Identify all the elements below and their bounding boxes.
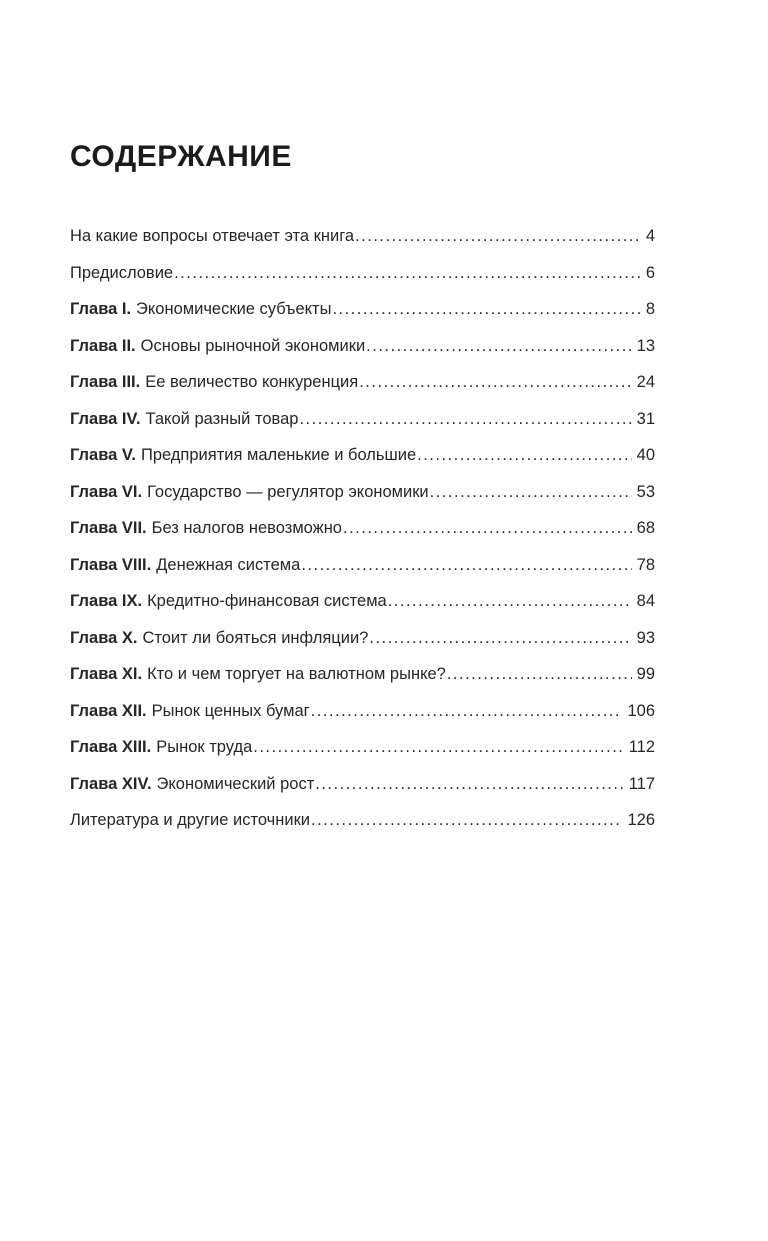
toc-entry-chapter-label: Глава XII. — [70, 701, 147, 720]
toc-dot-leader — [311, 810, 622, 831]
toc-entry-title: Без налогов невозможно — [151, 519, 342, 537]
toc-dot-leader — [253, 737, 623, 758]
toc-entry-chapter-label: Глава XIII. — [70, 738, 152, 756]
toc-entry — [70, 299, 655, 320]
toc-entry-title: Рынок труда — [156, 738, 253, 756]
toc-entry-chapter-label: Глава V. — [70, 446, 136, 464]
toc-dot-leader — [359, 372, 631, 393]
toc-entry-page-number: 68 — [636, 519, 655, 537]
toc-entry-title: Основы рыночной экономики — [140, 336, 366, 355]
toc-entry-title: Кредитно-финансовая система — [147, 592, 387, 610]
toc-entry-page-number: 40 — [636, 446, 655, 464]
toc-entry — [70, 409, 655, 430]
toc-entry — [70, 336, 655, 357]
toc-entry-page-number: 31 — [636, 409, 655, 428]
toc-entry — [70, 372, 655, 393]
toc-entry-page-number: 13 — [636, 336, 655, 355]
toc-entry-chapter-label: Глава XIV. — [70, 774, 152, 793]
toc-entry — [70, 226, 655, 247]
toc-entry-chapter-label: Глава III. — [70, 373, 141, 391]
toc-entry — [70, 518, 655, 539]
toc-entry-page-number: 78 — [636, 555, 655, 574]
toc-dot-leader — [355, 226, 641, 247]
toc-entry-title: Ее величество конкуренция — [145, 373, 359, 391]
toc-entry-title: На какие вопросы отвечает эта книга — [70, 227, 355, 245]
toc-entry-page-number: 53 — [636, 482, 655, 501]
toc-entry-chapter-label: Глава VII. — [70, 519, 147, 537]
toc-entry — [70, 774, 655, 795]
toc-entry-title: Такой разный товар — [145, 409, 299, 428]
toc-entry-page-number: 24 — [636, 373, 655, 391]
toc-entry-title: Денежная система — [156, 555, 301, 574]
toc-entry — [70, 664, 655, 685]
toc-entry-title: Кто и чем торгует на валютном рынке? — [147, 665, 446, 683]
toc-entry-page-number: 4 — [645, 227, 655, 245]
toc-entry-chapter-label: Глава VI. — [70, 482, 143, 501]
toc-dot-leader — [388, 591, 632, 612]
toc-entry-page-number: 84 — [636, 592, 655, 610]
toc-dot-leader — [174, 263, 641, 284]
toc-entry — [70, 482, 655, 503]
toc-entry-chapter-label: Глава VIII. — [70, 555, 152, 574]
toc-entry-chapter-label: Глава IX. — [70, 592, 143, 610]
toc-dot-leader — [366, 336, 631, 357]
toc-entry-page-number: 126 — [627, 811, 655, 829]
toc-dot-leader — [301, 555, 631, 576]
toc-entry-page-number: 112 — [628, 738, 655, 756]
toc-entry-page-number: 117 — [628, 774, 655, 793]
toc-entry-title: Предисловие — [70, 263, 174, 282]
toc-entry — [70, 628, 655, 649]
toc-dot-leader — [447, 664, 632, 685]
toc-dot-leader — [332, 299, 640, 320]
toc-dot-leader — [299, 409, 631, 430]
page-title: СОДЕРЖАНИЕ — [70, 140, 292, 173]
toc-entry-chapter-label: Глава II. — [70, 336, 136, 355]
toc-entry-page-number: 106 — [627, 701, 655, 720]
toc-entry — [70, 701, 655, 722]
toc-dot-leader — [311, 701, 623, 722]
toc-entry-page-number: 99 — [636, 665, 655, 683]
toc-entry-title: Рынок ценных бумаг — [151, 701, 310, 720]
toc-dot-leader — [369, 628, 631, 649]
toc-entry — [70, 810, 655, 831]
toc-entry — [70, 737, 655, 758]
toc-entry-title: Литература и другие источники — [70, 811, 311, 829]
toc-entry-title: Экономические субъекты — [136, 300, 332, 318]
toc-entry-page-number: 8 — [645, 300, 655, 318]
toc-entry-title: Экономический рост — [156, 774, 315, 793]
toc-list — [70, 226, 655, 831]
toc-dot-leader — [430, 482, 632, 503]
toc-entry-page-number: 6 — [645, 263, 655, 282]
toc-dot-leader — [417, 445, 632, 466]
toc-entry-title: Государство — регулятор экономики — [147, 482, 429, 501]
toc-entry-chapter-label: Глава I. — [70, 300, 132, 318]
toc-entry — [70, 263, 655, 284]
toc-entry-title: Предприятия маленькие и большие — [140, 446, 417, 464]
toc-entry-chapter-label: Глава X. — [70, 628, 138, 647]
toc-entry-title: Стоит ли бояться инфляции? — [142, 628, 369, 647]
toc-entry-chapter-label: Глава XI. — [70, 665, 143, 683]
toc-entry — [70, 591, 655, 612]
toc-entry — [70, 445, 655, 466]
toc-dot-leader — [343, 518, 632, 539]
toc-entry — [70, 555, 655, 576]
toc-entry-page-number: 93 — [636, 628, 655, 647]
toc-entry-chapter-label: Глава IV. — [70, 409, 141, 428]
toc-dot-leader — [315, 774, 623, 795]
